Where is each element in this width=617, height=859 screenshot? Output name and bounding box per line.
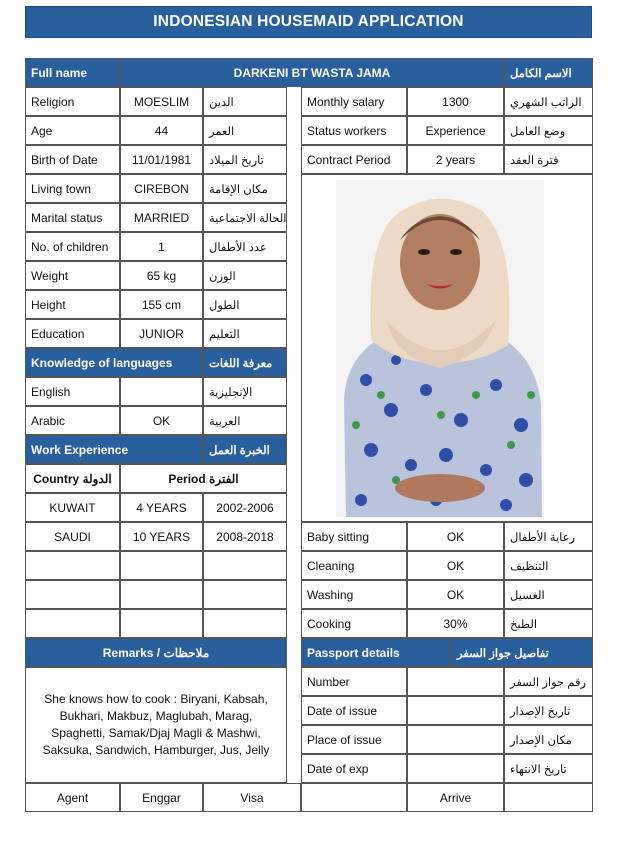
- empty-cell: [120, 551, 203, 580]
- children-label: No. of children: [25, 232, 120, 261]
- period-column-header: Period الفترة: [120, 464, 287, 493]
- empty-cell: [25, 580, 120, 609]
- page-title: INDONESIAN HOUSEMAID APPLICATION: [25, 6, 592, 38]
- status-label-ar: وضع العامل: [504, 116, 593, 145]
- languages-header-ar: معرفة اللغات: [203, 348, 287, 377]
- experience-years: 4 YEARS: [120, 493, 203, 522]
- skill-value: OK: [407, 580, 504, 609]
- empty-cell: [25, 609, 120, 638]
- english-label: English: [25, 377, 120, 406]
- height-label: Height: [25, 290, 120, 319]
- english-label-ar: الإنجليزية: [203, 377, 287, 406]
- height-label-ar: الطول: [203, 290, 287, 319]
- passport-number-label-ar: رقم جواز السفر: [504, 667, 593, 696]
- religion-value: MOESLIM: [120, 87, 203, 116]
- living-town-label-ar: مكان الإقامة: [203, 174, 287, 203]
- weight-value: 65 kg: [120, 261, 203, 290]
- full-name-label-ar: الاسم الكامل: [504, 58, 593, 87]
- passport-header-ar: تفاصيل جواز السفر: [451, 638, 593, 667]
- arabic-label-ar: العربية: [203, 406, 287, 435]
- expiry-date-value: [407, 754, 504, 783]
- experience-range: 2008-2018: [203, 522, 287, 551]
- skill-value: OK: [407, 522, 504, 551]
- applicant-photo: [336, 180, 544, 517]
- remarks-text: She knows how to cook : Biryani, Kabsah, Bukhari, Makbuz, Maglubah, Marag, Spaghetti, Samak/Djaj Magli & Mashwi, Saksuka, Sandwich, Hamburger, Jus, Jelly: [25, 667, 287, 783]
- birth-date-value: 11/01/1981: [120, 145, 203, 174]
- full-name-value: DARKENI BT WASTA JAMA: [120, 58, 504, 87]
- work-experience-header: Work Experience: [25, 435, 203, 464]
- skill-label-ar: رعاية الأطفال: [504, 522, 593, 551]
- empty-cell: [203, 580, 287, 609]
- weight-label: Weight: [25, 261, 120, 290]
- salary-label: Monthly salary: [301, 87, 407, 116]
- issue-date-label: Date of issue: [301, 696, 407, 725]
- salary-label-ar: الراتب الشهري: [504, 87, 593, 116]
- arabic-value: OK: [120, 406, 203, 435]
- empty-cell: [203, 551, 287, 580]
- arrive-label: Arrive: [407, 783, 504, 812]
- children-value: 1: [120, 232, 203, 261]
- issue-date-value: [407, 696, 504, 725]
- experience-years: 10 YEARS: [120, 522, 203, 551]
- full-name-label: Full name: [25, 58, 120, 87]
- living-town-value: CIREBON: [120, 174, 203, 203]
- living-town-label: Living town: [25, 174, 120, 203]
- skill-label: Cooking: [301, 609, 407, 638]
- experience-country: KUWAIT: [25, 493, 120, 522]
- birth-date-label: Birth of Date: [25, 145, 120, 174]
- agent-label: Agent: [25, 783, 120, 812]
- skill-label: Washing: [301, 580, 407, 609]
- languages-header: Knowledge of languages: [25, 348, 203, 377]
- expiry-date-label-ar: تاريخ الانتهاء: [504, 754, 593, 783]
- arabic-label: Arabic: [25, 406, 120, 435]
- salary-value: 1300: [407, 87, 504, 116]
- experience-country: SAUDI: [25, 522, 120, 551]
- skill-label: Baby sitting: [301, 522, 407, 551]
- religion-label: Religion: [25, 87, 120, 116]
- arrive-value: [504, 783, 593, 812]
- marital-status-value: MARRIED: [120, 203, 203, 232]
- skill-value: OK: [407, 551, 504, 580]
- empty-cell: [203, 609, 287, 638]
- expiry-date-label: Date of exp: [301, 754, 407, 783]
- work-experience-header-ar: الخبرة العمل: [203, 435, 287, 464]
- contract-label-ar: فترة العقد: [504, 145, 593, 174]
- skill-label-ar: الغسيل: [504, 580, 593, 609]
- visa-value: [301, 783, 407, 812]
- birth-date-label-ar: تاريخ الميلاد: [203, 145, 287, 174]
- empty-cell: [120, 580, 203, 609]
- age-value: 44: [120, 116, 203, 145]
- empty-cell: [25, 551, 120, 580]
- status-label: Status workers: [301, 116, 407, 145]
- passport-number-value: [407, 667, 504, 696]
- agent-value: Enggar: [120, 783, 203, 812]
- children-label-ar: عدد الأطفال: [203, 232, 287, 261]
- experience-range: 2002-2006: [203, 493, 287, 522]
- age-label-ar: العمر: [203, 116, 287, 145]
- marital-status-label-ar: الحالة الاجتماعية: [203, 203, 287, 232]
- contract-value: 2 years: [407, 145, 504, 174]
- photo-frame: [301, 174, 593, 522]
- skill-label-ar: التنظيف: [504, 551, 593, 580]
- contract-label: Contract Period: [301, 145, 407, 174]
- remarks-header: Remarks / ملاحظات: [25, 638, 287, 667]
- issue-place-label-ar: مكان الإصدار: [504, 725, 593, 754]
- marital-status-label: Marital status: [25, 203, 120, 232]
- skill-value: 30%: [407, 609, 504, 638]
- skill-label: Cleaning: [301, 551, 407, 580]
- age-label: Age: [25, 116, 120, 145]
- skill-label-ar: الطبخ: [504, 609, 593, 638]
- country-column-header: Country الدولة: [25, 464, 120, 493]
- religion-label-ar: الدين: [203, 87, 287, 116]
- education-label-ar: التعليم: [203, 319, 287, 348]
- visa-label: Visa: [203, 783, 301, 812]
- height-value: 155 cm: [120, 290, 203, 319]
- empty-cell: [120, 609, 203, 638]
- issue-date-label-ar: تاريخ الإصدار: [504, 696, 593, 725]
- english-value: [120, 377, 203, 406]
- weight-label-ar: الوزن: [203, 261, 287, 290]
- issue-place-value: [407, 725, 504, 754]
- issue-place-label: Place of issue: [301, 725, 407, 754]
- status-value: Experience: [407, 116, 504, 145]
- passport-number-label: Number: [301, 667, 407, 696]
- passport-header: Passport details: [301, 638, 451, 667]
- education-value: JUNIOR: [120, 319, 203, 348]
- education-label: Education: [25, 319, 120, 348]
